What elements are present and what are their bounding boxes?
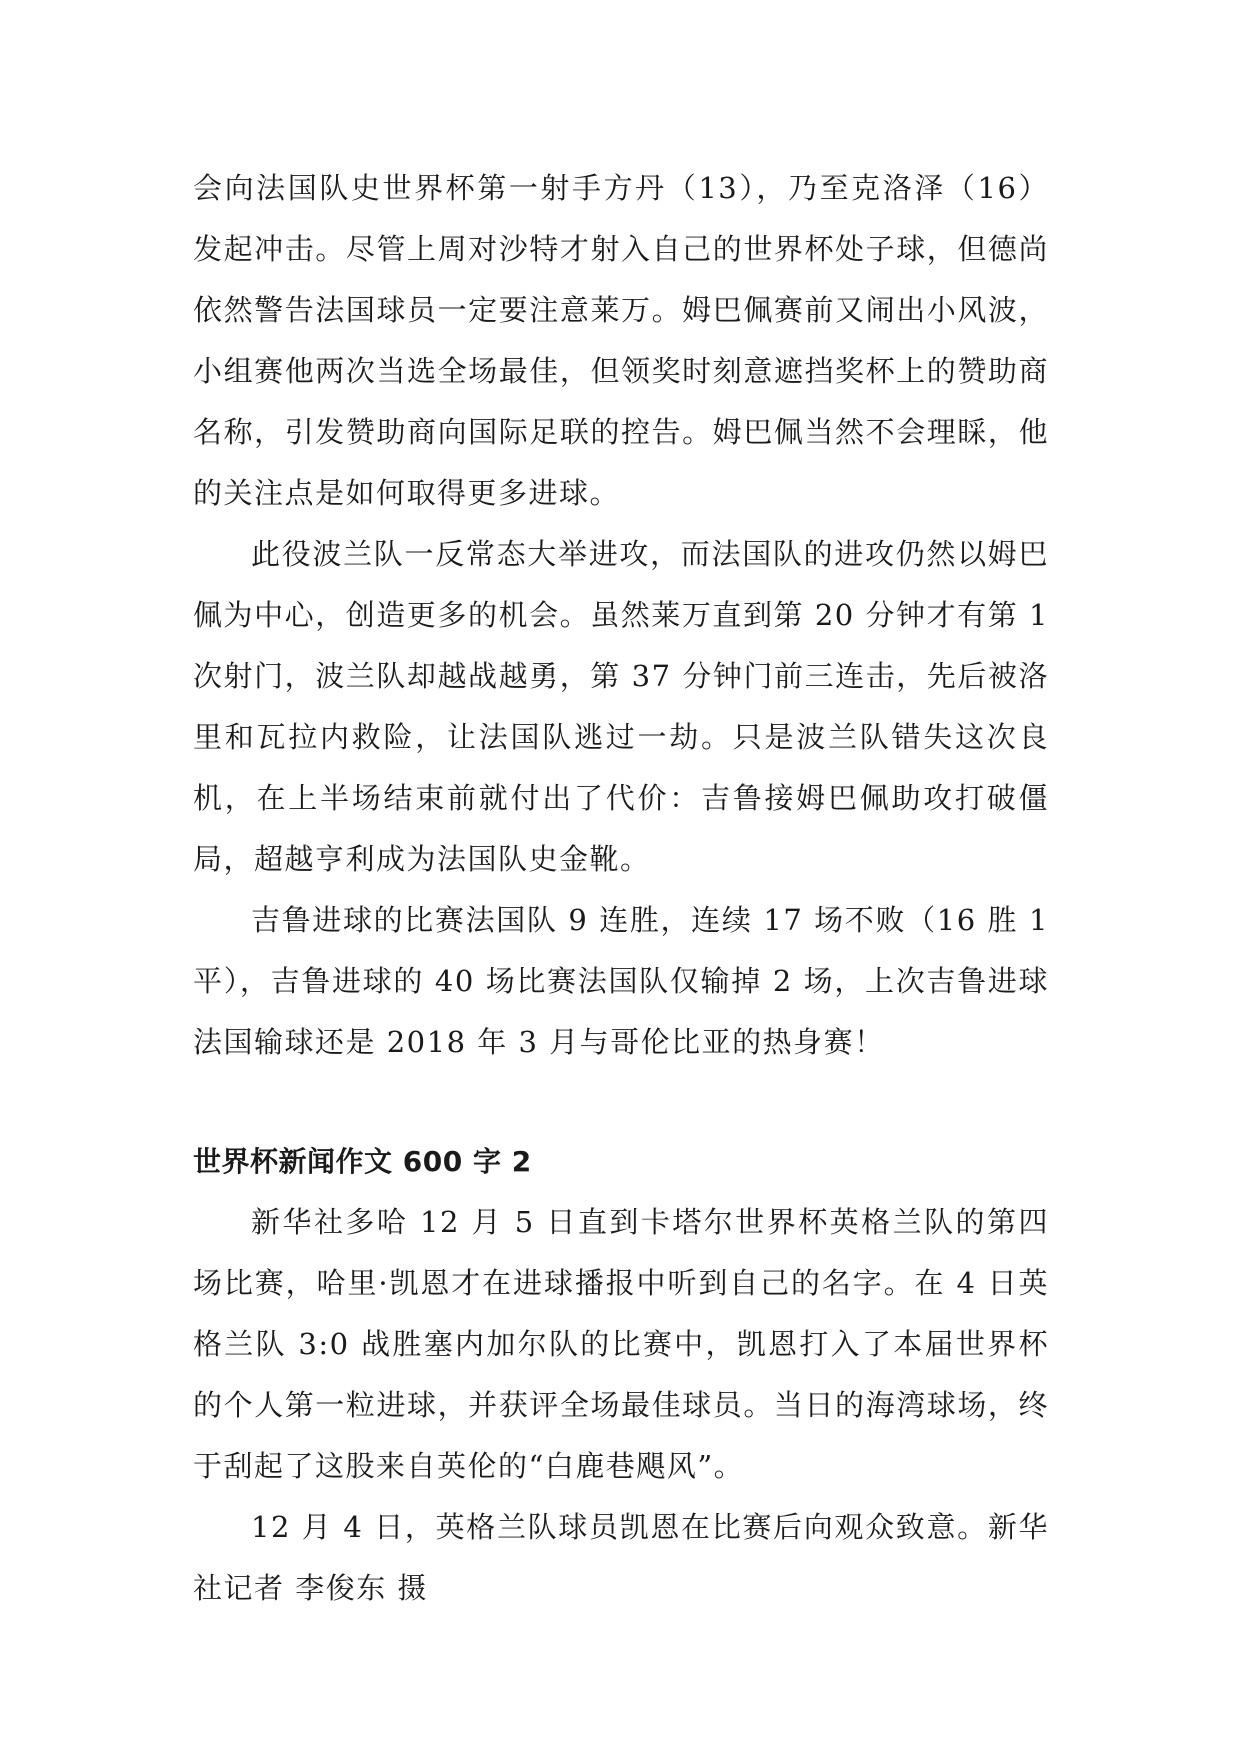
paragraph: 会向法国队史世界杯第一射手方丹（13），乃至克洛泽（16）发起冲击。尽管上周对沙特才射入自己的世界杯处子球，但德尚依然警告法国球员一定要注意莱万。姆巴佩赛前又闹出小风波，小组赛他两次当选全场最佳，但领奖时刻意遮挡奖杯上的赞助商名称，引发赞助商向国际足联的控告。姆巴佩当然不会理睬，他的关注点是如何取得更多进球。 [193,171,1049,510]
photo-caption: 12 月 4 日，英格兰队球员凯恩在比赛后向观众致意。新华社记者 李俊东 摄 [193,1510,1049,1605]
paragraph: 新华社多哈 12 月 5 日直到卡塔尔世界杯英格兰队的第四场比赛，哈里·凯恩才在进球播报中听到自己的名字。在 4 日英格兰队 3:0 战胜塞内加尔队的比赛中，凯恩打入了本届世界杯的个人第一粒进球，并获评全场最佳球员。当日的海湾球场，终于刮起了这股来自英伦的“白鹿巷飓风”。 [193,1205,1049,1483]
paragraph: 吉鲁进球的比赛法国队 9 连胜，连续 17 场不败（16 胜 1 平），吉鲁进球的 40 场比赛法国队仅输掉 2 场，上次吉鲁进球法国输球还是 2018 年 3 月与哥伦比亚的热身赛！ [193,903,1049,1059]
paragraph: 此役波兰队一反常态大举进攻，而法国队的进攻仍然以姆巴佩为中心，创造更多的机会。虽然莱万直到第 20 分钟才有第 1 次射门，波兰队却越战越勇，第 37 分钟门前三连击，先后被洛里和瓦拉内救险，让法国队逃过一劫。只是波兰队错失这次良机，在上半场结束前就付出了代价：吉鲁接姆巴佩助攻打破僵局，超越亨利成为法国队史金靴。 [193,537,1049,876]
section-title: 世界杯新闻作文 600 字 2 [193,1145,532,1178]
document-body [193,158,1049,1619]
